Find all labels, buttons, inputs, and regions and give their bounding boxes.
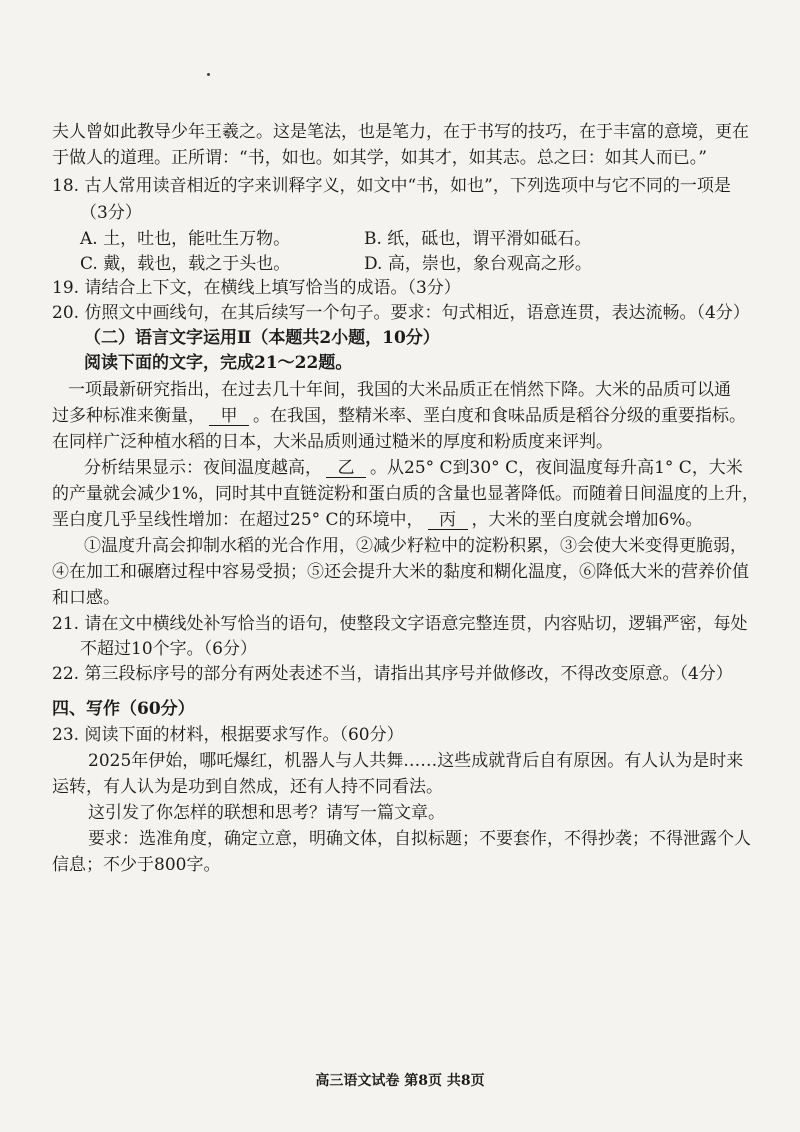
writing-prompt: 这引发了你怎样的联想和思考？请写一篇文章。 (88, 803, 445, 823)
blank-jia: 甲 (209, 407, 249, 426)
scan-speck (207, 73, 210, 76)
article-line: 过多种标准来衡量， 甲 。在我国，整精米率、垩白度和食味品质是稻谷分级的重要指标。 (52, 406, 746, 426)
article-line: 一项最新研究指出，在过去几十年间，我国的大米品质正在悄然下降。大米的品质可以通 (68, 380, 731, 400)
page-footer: 高三语文试卷 第8页 共8页 (315, 1073, 485, 1089)
question-23: 23. 阅读下面的材料，根据要求写作。（60分） (52, 725, 404, 745)
blank-bing: 丙 (428, 511, 468, 530)
question-22: 22. 第三段标序号的部分有两处表述不当，请指出其序号并做修改，不得改变原意。（4分） (52, 664, 733, 684)
article-line: ④在加工和碾磨过程中容易受损；⑤还会提升大米的黏度和糊化温度，⑥降低大米的营养价值 (52, 562, 749, 582)
question-18-stem: 18. 古人常用读音相近的字来训释字义，如文中“书，如也”，下列选项中与它不同的一项是 (52, 176, 731, 196)
option-a: A. 土，吐也，能吐生万物。 (80, 229, 291, 249)
question-21-cont: 不超过10个字。（6分） (80, 639, 257, 659)
option-d: D. 高，崇也，象台观高之形。 (364, 254, 592, 274)
passage-line: 夫人曾如此教导少年王羲之。这是笔法，也是笔力，在于书写的技巧，在于丰富的意境，更在 (52, 122, 749, 142)
writing-section-title: 四、写作（60分） (52, 699, 195, 719)
blank-yi: 乙 (326, 459, 366, 478)
writing-requirements: 要求：选准角度，确定立意，明确文体，自拟标题；不要套作，不得抄袭；不得泄露个人 (88, 829, 751, 849)
article-line: 分析结果显示：夜间温度越高， 乙 。从25° C到30° C，夜间温度每升高1° C，大米 (84, 458, 743, 478)
question-21: 21. 请在文中横线处补写恰当的语句，使整段文字语意完整连贯，内容贴切，逻辑严密，每处 (52, 614, 748, 634)
question-19: 19. 请结合上下文，在横线上填写恰当的成语。（3分） (52, 278, 461, 298)
article-line: ①温度升高会抑制水稻的光合作用，②减少籽粒中的淀粉积累，③会使大米变得更脆弱， (84, 536, 747, 556)
article-line: 垩白度几乎呈线性增加：在超过25° C的环境中， 丙 ，大米的垩白度就会增加6%。 (52, 510, 703, 530)
writing-material: 运转，有人认为是功到自然成，还有人持不同看法。 (52, 777, 443, 797)
article-line: 在同样广泛种植水稻的日本，大米品质则通过糙米的厚度和粉质度来评判。 (52, 432, 613, 452)
writing-requirements: 信息；不少于800字。 (52, 855, 221, 875)
option-c: C. 戴，载也，载之于头也。 (80, 254, 291, 274)
question-20: 20. 仿照文中画线句，在其后续写一个句子。要求：句式相近，语意连贯，表达流畅。（4分） (52, 303, 750, 323)
section-2-title: （二）语言文字运用Ⅱ（本题共2小题，10分） (84, 328, 440, 348)
article-line: 的产量就会减少1%，同时其中直链淀粉和蛋白质的含量也显著降低。而随着日间温度的上升， (52, 484, 759, 504)
passage-line: 于做人的道理。正所谓：“书，如也。如其学，如其才，如其志。总之曰：如其人而已。” (52, 148, 707, 168)
article-line: 和口感。 (52, 588, 120, 608)
option-b: B. 纸，砥也，谓平滑如砥石。 (364, 229, 592, 249)
section-2-instruction: 阅读下面的文字，完成21～22题。 (84, 353, 353, 373)
question-18-score: （3分） (80, 203, 142, 223)
writing-material: 2025年伊始，哪吒爆红，机器人与人共舞……这些成就背后自有原因。有人认为是时来 (88, 751, 744, 771)
